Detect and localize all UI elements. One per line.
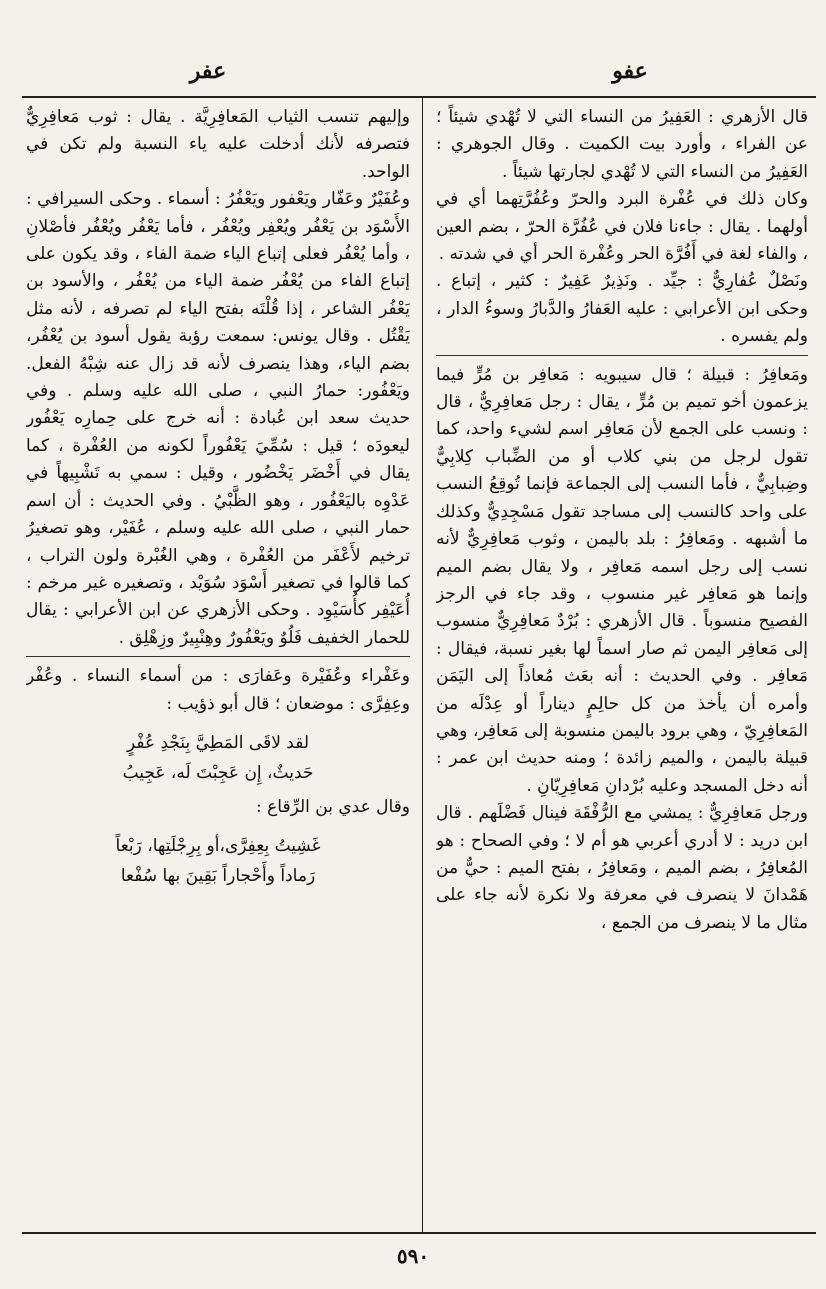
- verse-line: لقد لاقَى المَطِيَّ بِنَجْدِ عُفْرٍ: [126, 732, 310, 753]
- paragraph: وعُفَيْرٌ وعَفّار ويَعْفور ويَعْفُرُ : أسماء . وحكى السيرافي : الأَسْوَد بن يَعْفُر ويُعْفِر ويُعْفُر ، فأما يَعْفُر ويُعْفُر فأصْلانِ ، وأما يُعْفُر فعلى إتباع الياء ضمة الفاء ، وقد يكون على إتباع الفاء من يُعْفُر ضمة الياء من يُعْفُر ، والأسود بن يَعْفُر الشاعر ، إذا قُلْتَه بفتح الياء لم تصرفه ، لأنه مثل يَقْتُل . وقال يونس: سمعت رؤبة يقول أسود بن يُعْفُر، بضم الياء، وهذا ينصرف لأنه قد زال عنه شِبْهُ الفعل. ويَعْفُور: حمارُ النبي ، صلى الله عليه وسلم . وفي حديث سعد ابن عُبادة : أنه خرج على حِمارِه يَعْفُور ليعودَه ؛ قيل : سُمِّيَ يَعْفُوراً لكونه من العُفْرة ، كما يقال في أَخْضَر يَخْضُور ، وقيل : سمي به تَشْبِيهاً في عَدْوِه باليَعْفُور ، وهو الظَّبْيُ . وفي الحديث : أن اسم حمار النبي ، صلى الله عليه وسلم ، عُفَيْر، وهو تصغيرُ ترخيم لأَعْفَر من العُفْرة ، وهي الغُبْرة ولون التراب ، كما قالوا في تصغير أَسْوَد سُوَيْد ، وتصغيره غير مرخم : أُعَيْفِر كأُسَيْوِد . وحكى الأزهري عن ابن الأعرابي : يقال للحمار الخفيف فَلُوٌ ويَعْفُورٌ وهِنْبِيرٌ وزِهْلِق .: [26, 189, 410, 648]
- section-rule: [26, 656, 410, 657]
- footer-rule: [22, 1232, 816, 1234]
- page-number: ٥٩٠: [396, 1244, 430, 1268]
- paragraph: وإليهم تنسب الثياب المَعافِرِيَّة . يقال : ثوب مَعافِرِيٌّ فتصرفه لأنك أدخلت عليه ياء النسبة ولم تكن في الواحد.: [26, 107, 410, 182]
- right-column: [436, 104, 808, 1224]
- verse-intro: وقال عدي بن الرِّقاع :: [256, 796, 410, 817]
- section-rule: [436, 355, 808, 356]
- running-header-right: عفو: [612, 58, 648, 84]
- paragraph: قال الأزهري : العَفِيرُ من النساء التي لا تُهْدي شيئاً ؛ عن الفراء ، وأورد بيت الكميت . وقال الجوهري : العَفِيرُ من النساء التي لا تُهْدي لجارتها شيئاً .: [436, 107, 808, 182]
- column-divider: [422, 98, 423, 1232]
- running-header-left: عفر: [189, 58, 227, 84]
- verse-line: غَشِيتُ بِعِفِرَّى،أو بِرِجْلَتِها، رَبْعاً: [115, 836, 321, 857]
- paragraph: ونَصْلٌ عُفارِيٌّ : جيِّد . ونَذِيرٌ عَفِيرٌ : كثير ، إتباع . وحكى ابن الأعرابي : عليه العَفارُ والدَّبارُ وسوءُ الدار ، ولم يفسره .: [436, 271, 808, 347]
- paragraph: وعَفْراء وعُفَيْرة وعَفارَى : من أسماء النساء . وعُفْر وعِفِرَّى : موضعان ؛ قال أبو ذؤيب :: [26, 666, 410, 714]
- paragraph: ورجل مَعافِرِيٌّ : يمشي مع الرُّفْقَة فينال فَضْلَهم . قال ابن دريد : لا أدري أعربي هو أم لا ؛ وفي الصحاح : هو المُعافِرُ ، بضم الميم ، ومَعافِرُ ، بفتح الميم : حيٌّ من هَمْدانَ لا ينصرف في معرفة ولا نكرة لأنه جاء على مثال ما لا ينصرف من الجمع ،: [436, 803, 808, 933]
- paragraph: ومَعافِرُ : قبيلة ؛ قال سيبويه : مَعافِر بن مُرٍّ فيما يزعمون أخو تميم بن مُرٍّ ، يقال : رجل مَعافِرِيٌّ ، قال : ونسب على الجمع لأن مَعافِر اسم لشيء واحد، كما تقول لرجل من بني كلاب أو من الضِّباب كِلابِيٌّ وضِبابِيٌّ ، فأما النسب إلى الجماعة فإنما تُوقِعُ النسب على واحد كالنسب إلى مساجد تقول مَسْجِدِيٌّ وكذلك ما أشبهه . ومَعافِرُ : بلد باليمن ، وثوب مَعافِرِيٌّ لأنه نسب إلى رجل اسمه مَعافِر ، ولا يقال بضم الميم وإنما هو مَعافِر غير منسوب ، وقد جاء في الرجز الفصيح منسوباً . قال الأزهري : بُرْدٌ مَعافِرِيٌّ منسوب إلى مَعافِر اليمن ثم صار اسماً لها بغير نسبة، فيقال : مَعافِر . وفي الحديث : أنه بعَث مُعاذاً إلى اليَمَن وأمره أن يأخذ من كل حالِمٍ ديناراً أو عِدْلَه من المَعافِرِيّ ، وهي برود باليمن منسوبة إلى مَعافِر، وهي قبيلة باليمن ، والميم زائدة ؛ ومنه حديث ابن عمر : أنه دخل المسجد وعليه بُرْدانِ مَعافِرِيّانِ .: [436, 364, 808, 796]
- verse-line: رَماداً وأَحْجاراً بَقِينَ بها سُفْعا: [120, 866, 316, 887]
- left-column: [26, 104, 410, 1224]
- verse-block: [26, 728, 410, 788]
- verse-line: حَديثٌ، إِن عَجِبْتَ لَه، عَجِيبُ: [122, 762, 314, 783]
- header-rule: [22, 96, 816, 98]
- verse-block: [26, 831, 410, 891]
- paragraph: وكان ذلك في عُفْرة البرد والحرّ وعُفُرَّتِهما أي في أولهما . يقال : جاءنا فلان في عُفُرَّة الحرّ ، بضم العين ، والفاء لغة في أَفُرَّة الحر وعُفْرة الحر أي في شدته .: [436, 189, 808, 265]
